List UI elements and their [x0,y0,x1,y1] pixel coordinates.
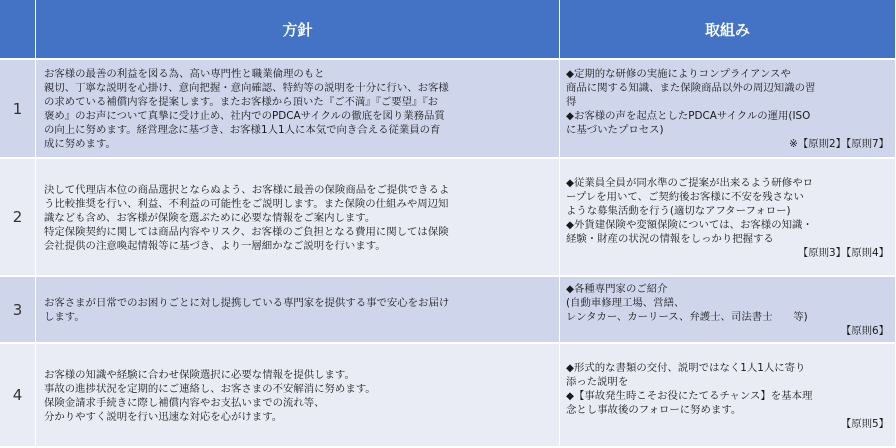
policy-cell [36,344,560,448]
action-line: に基づいたプロセス) [566,124,664,136]
policy-line: 事故の進捗状況を定期的にご連絡し、お客さまの不安解消に努めます。 [44,382,376,395]
actions-cell [560,277,896,344]
principle-reference: 【原則6】 [840,325,889,337]
policy-line: 会社提供の注意喚起情報等に基づき、より一層細かなご説明を行います。 [44,239,386,252]
row-number: 1 [12,99,23,118]
action-line: ような募集活動を行う(適切なアフターフォロー) [566,204,791,217]
policy-line: う比較推奨を行い、利益、不利益の可能性をご説明します。また保険の仕組みや周辺知 [44,197,449,210]
actions-cell [560,344,896,448]
policy-cell [36,60,560,159]
action-line: 商品に関する知識、また保険商品以外の周辺知識の習 [566,82,816,94]
action-line: ◆お客様の声を起点としたPDCAサイクルの運用(ISO [566,110,811,122]
action-line: 得 [566,96,577,108]
action-line: ◆定期的な研修の実施によりコンプライアンスや [566,68,791,80]
header-actions-label: 取組み [704,20,750,39]
actions-cell [560,60,896,159]
row-number-cell [0,60,36,159]
policy-line: 親切、丁寧な説明を心掛け、意向把握・意向確認、特約等の説明を十分に行い、お客様 [44,82,449,94]
action-line: ◆形式的な書類の交付、説明ではなく1人1人に寄り [566,361,806,374]
policy-line: の求めている補償内容を提案します。またお客様から頂いた『ご不満』『ご要望』『お [44,96,438,108]
policy-line: の向上に努めます。経営理念に基づき、お客様1人1人に本気で向き合える従業員の育 [44,124,441,136]
actions-cell [560,159,896,277]
action-line: ◆【事故発生時こそお役にたてるチャンス】を基本理 [566,389,813,402]
policy-cell [36,159,560,277]
header-policy-cell [36,0,560,60]
action-line: (自動車修理工場、営繕、 [566,297,685,309]
header-number-cell [0,0,36,60]
row-number-cell [0,277,36,344]
action-line: ◆各種専門家のご紹介 [566,283,668,295]
policy-line: 識なども含め、お客様が保険を選ぶために必要な情報をご案内します。 [44,211,376,224]
policy-line: 特定保険契約に関しては商品内容やリスク、お客様のご負担となる費用に関しては保険 [44,225,449,238]
header-actions-cell [560,0,896,60]
policy-line: します。 [44,311,85,323]
row-number-cell [0,344,36,448]
action-line: ◆外貨建保険や変額保険については、お客様の知識・ [566,218,813,231]
policy-line: 分かりやすく説明を行い迅速な対応を心がけます。 [44,410,283,423]
principle-reference: 【原則5】 [840,417,889,430]
action-line: 念とし事故後のフォローに努めます。 [566,403,742,416]
row-number: 3 [12,300,23,319]
action-line: レンタカー、カーリース、弁護士、司法書士 等) [566,311,808,323]
principle-reference: ※【原則2】【原則7】 [789,138,889,150]
header-policy-label: 方針 [282,20,313,39]
policy-cell [36,277,560,344]
policy-line: 決して代理店本位の商品選択とならぬよう、お客様に最善の保険商品をご提供できるよ [44,183,450,196]
policy-line: お客様の最善の利益を図る為、高い専門性と職業倫理のもと [44,68,325,80]
principle-reference: 【原則3】【原則4】 [797,246,889,259]
action-line: 添った説明を [566,375,629,388]
policy-line: 保険金請求手続きに際し補償内容やお支払いまでの流れ等、 [44,396,325,409]
action-line: ◆従業員全員が同水準のご提案が出来るよう研修やロ [566,176,813,189]
action-line: ープレを用いて、ご契約後お客様に不安を残さない [566,190,804,203]
policy-line: お客様の知識や経験に合わせ保険選択に必要な情報を提供します。 [44,368,355,381]
row-number: 4 [12,386,23,404]
row-number-cell [0,159,36,277]
policy-line: お客さまが日常でのお困りごとに対し提携している専門家を提供する事で安心をお届け [44,297,450,309]
action-line: 経験・財産の状況の情報をしっかり把握する [566,232,774,245]
policy-line: 褒め』のお声について真摯に受け止め、社内でのPDCAサイクルの徹底を図り業務品質 [44,110,445,122]
row-number: 2 [12,208,23,226]
policy-line: 成に努めます。 [44,138,116,150]
